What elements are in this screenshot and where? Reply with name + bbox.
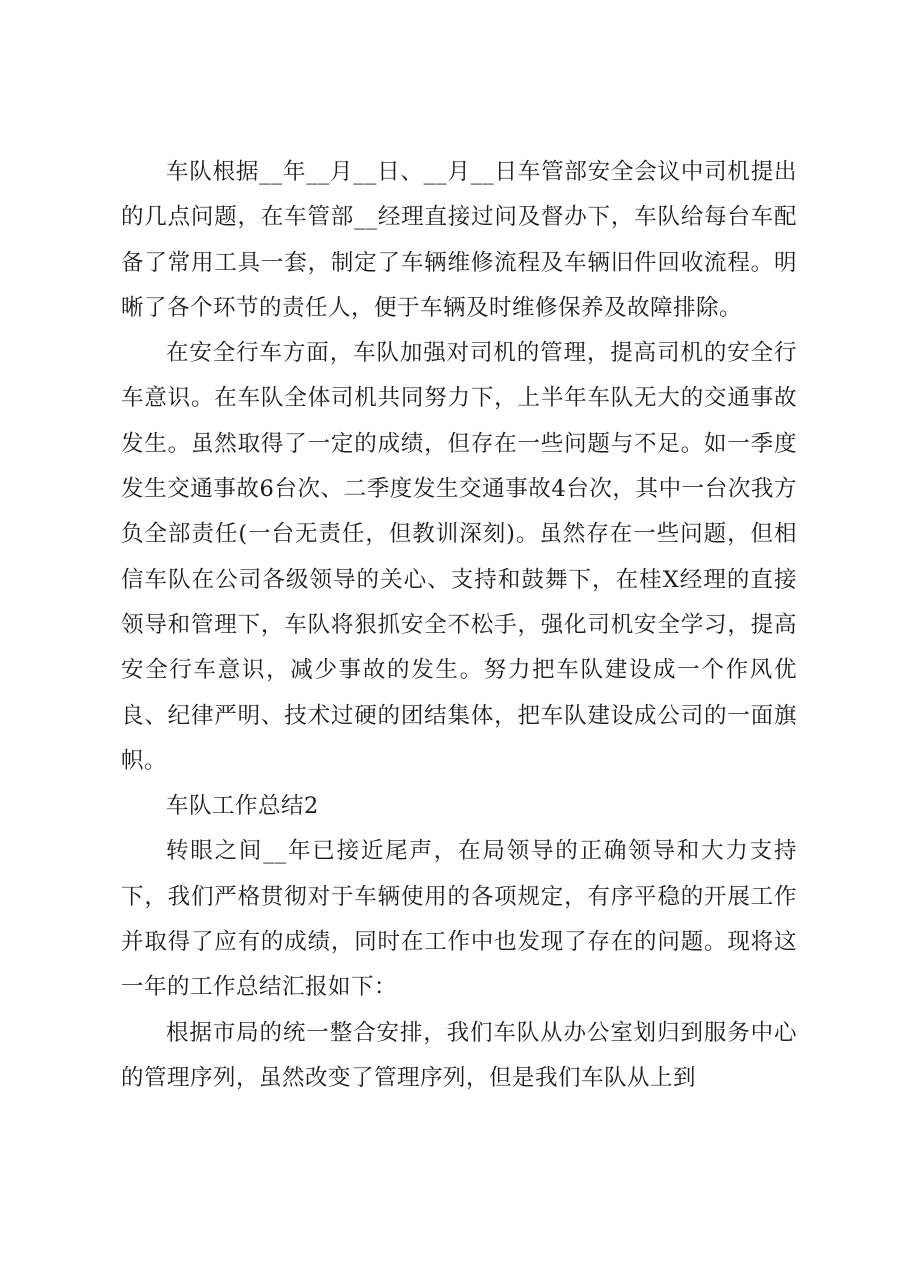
paragraph-maintenance: 车队根据__年__月__日、__月__日车管部安全会议中司机提出的几点问题，在车管部__经理直接过问及督办下，车队给每台车配备了常用工具一套，制定了车辆维修流程及车辆旧件回收流程。明晰了各个环节的责任人，便于车辆及时维修保养及故障排除。 (121, 159, 797, 321)
paragraph-safety: 在安全行车方面，车队加强对司机的管理，提高司机的安全行车意识。在车队全体司机共同努力下，上半年车队无大的交通事故发生。虽然取得了一定的成绩，但存在一些问题与不足。如一季度发生交通事故6台次、二季度发生交通事故4台次，其中一台次我方负全部责任(一台无责任，但教训深刻)。虽然存在一些问题，但相信车队在公司各级领导的关心、支持和鼓舞下，在桂X经理的直接领导和管理下，车队将狠抓安全不松手，强化司机安全学习，提高安全行车意识，减少事故的发生。努力把车队建设成一个作风优良、纪律严明、技术过硬的团结集体，把车队建设成公司的一面旗帜。 (121, 340, 797, 774)
paragraph-year-summary: 转眼之间__年已接近尾声，在局领导的正确领导和大力支持下，我们严格贯彻对于车辆使用的各项规定，有序平稳的开展工作并取得了应有的成绩，同时在工作中也发现了存在的问题。现将这一年的工作总结汇报如下： (121, 838, 797, 1001)
document-body (121, 150, 797, 1101)
section-heading: 车队工作总结2 (166, 793, 319, 820)
paragraph-reorganization: 根据市局的统一整合安排，我们车队从办公室划归到服务中心的管理序列，虽然改变了管理序列，但是我们车队从上到 (121, 1019, 797, 1091)
